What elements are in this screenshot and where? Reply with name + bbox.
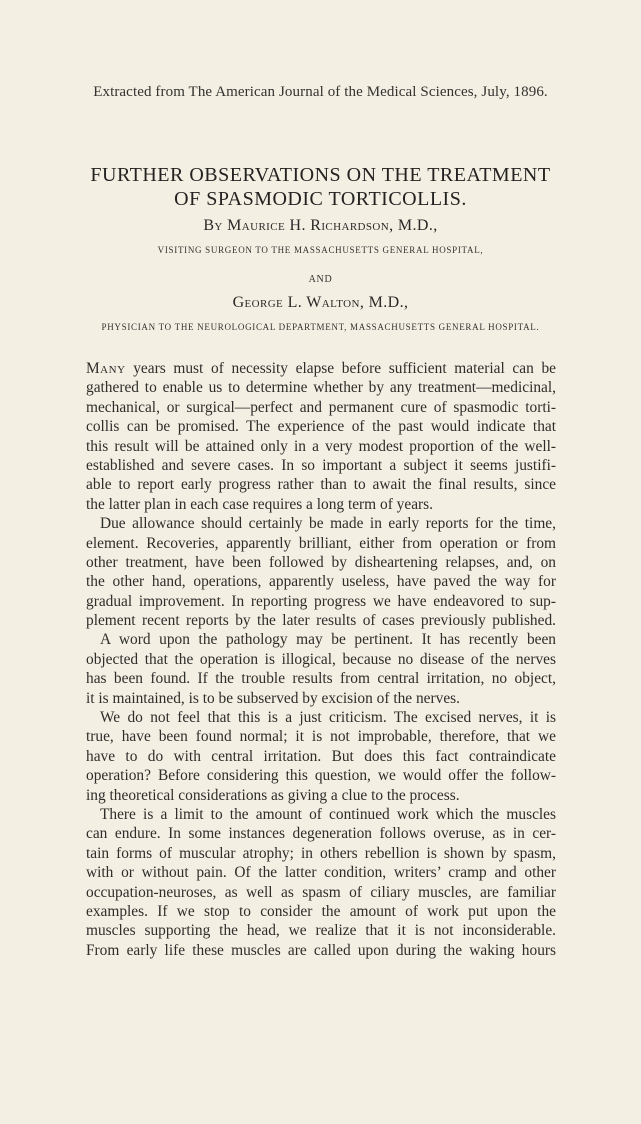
- title-line-1: FURTHER OBSERVATIONS ON THE TREATMENT: [90, 164, 551, 186]
- body-line: have to do with central irritation. But does this fact contraindicate: [86, 747, 556, 765]
- body-line: this result will be attained only in a very modest proportion of the well-: [86, 437, 556, 455]
- body-line: can endure. In some instances degeneration follows overuse, as in cer-: [86, 825, 556, 843]
- body-line-text: years must of necessity elapse before sufficient material can be: [125, 360, 556, 377]
- author-2-affiliation: PHYSICIAN TO THE NEUROLOGICAL DEPARTMENT, MASSACHUSETTS GENERAL HOSPITAL.: [101, 322, 540, 332]
- body-line: ing theoretical considerations as giving a clue to the process.: [86, 786, 460, 804]
- body-line: other treatment, have been followed by disheartening relapses, and, on: [86, 553, 556, 571]
- body-line: examples. If we stop to consider the amount of work put upon the: [86, 902, 556, 920]
- article-body: [86, 359, 556, 960]
- body-line: gathered to enable us to determine whether by any treatment—medicinal,: [86, 379, 556, 397]
- body-line: with or without pain. Of the latter condition, writers’ cramp and other: [86, 864, 556, 882]
- body-line: Due allowance should certainly be made in early reports for the time,: [100, 515, 556, 533]
- body-line: able to report early progress rather than to await the final results, since: [86, 476, 556, 494]
- body-line: A word upon the pathology may be pertinent. It has recently been: [100, 631, 556, 649]
- body-line: the other hand, operations, apparently useless, have paved the way for: [86, 573, 556, 591]
- opening-word: Many: [86, 360, 126, 377]
- body-line: it is maintained, is to be subserved by excision of the nerves.: [86, 689, 460, 707]
- body-line: mechanical, or surgical—perfect and permanent cure of spasmodic torti-: [86, 398, 556, 416]
- body-line: muscles supporting the head, we realize that it is not inconsiderable.: [86, 922, 556, 940]
- body-line: From early life these muscles are called upon during the waking hours: [86, 941, 556, 959]
- body-line: gradual improvement. In reporting progress we have endeavored to sup-: [86, 592, 556, 610]
- body-line: There is a limit to the amount of continued work which the muscles: [100, 805, 556, 823]
- body-line: true, have been found normal; it is not improbable, therefore, that we: [86, 728, 556, 746]
- body-line: tain forms of muscular atrophy; in others rebellion is shown by spasm,: [86, 844, 556, 862]
- authors-conjunction: AND: [308, 274, 333, 285]
- body-line: occupation-neuroses, as well as spasm of ciliary muscles, are familiar: [86, 883, 556, 901]
- title-line-2: OF SPASMODIC TORTICOLLIS.: [174, 188, 467, 210]
- body-line: [86, 359, 556, 378]
- author-1-affiliation: VISITING SURGEON TO THE MASSACHUSETTS GENERAL HOSPITAL,: [157, 245, 484, 255]
- extract-header: Extracted from The American Journal of the Medical Sciences, July, 1896.: [93, 84, 548, 100]
- author-2-name: George L. Walton, M.D.,: [232, 294, 409, 311]
- body-line: the latter plan in each case requires a long term of years.: [86, 495, 433, 513]
- body-line: objected that the operation is illogical, because no disease of the nerves: [86, 650, 556, 668]
- body-line: plement recent reports by the later results of cases previously published.: [86, 612, 556, 630]
- body-line: collis can be promised. The experience of the past would indicate that: [86, 418, 556, 436]
- body-line: We do not feel that this is a just criticism. The excised nerves, it is: [100, 709, 556, 727]
- article-title: [0, 163, 641, 211]
- body-line: element. Recoveries, apparently brilliant, either from operation or from: [86, 534, 556, 552]
- body-line: operation? Before considering this question, we would offer the follow-: [86, 767, 556, 785]
- body-line: has been found. If the trouble results from central irritation, no object,: [86, 670, 556, 688]
- author-1-name: By Maurice H. Richardson, M.D.,: [203, 217, 438, 234]
- body-line: established and severe cases. In so important a subject it seems justifi-: [86, 456, 556, 474]
